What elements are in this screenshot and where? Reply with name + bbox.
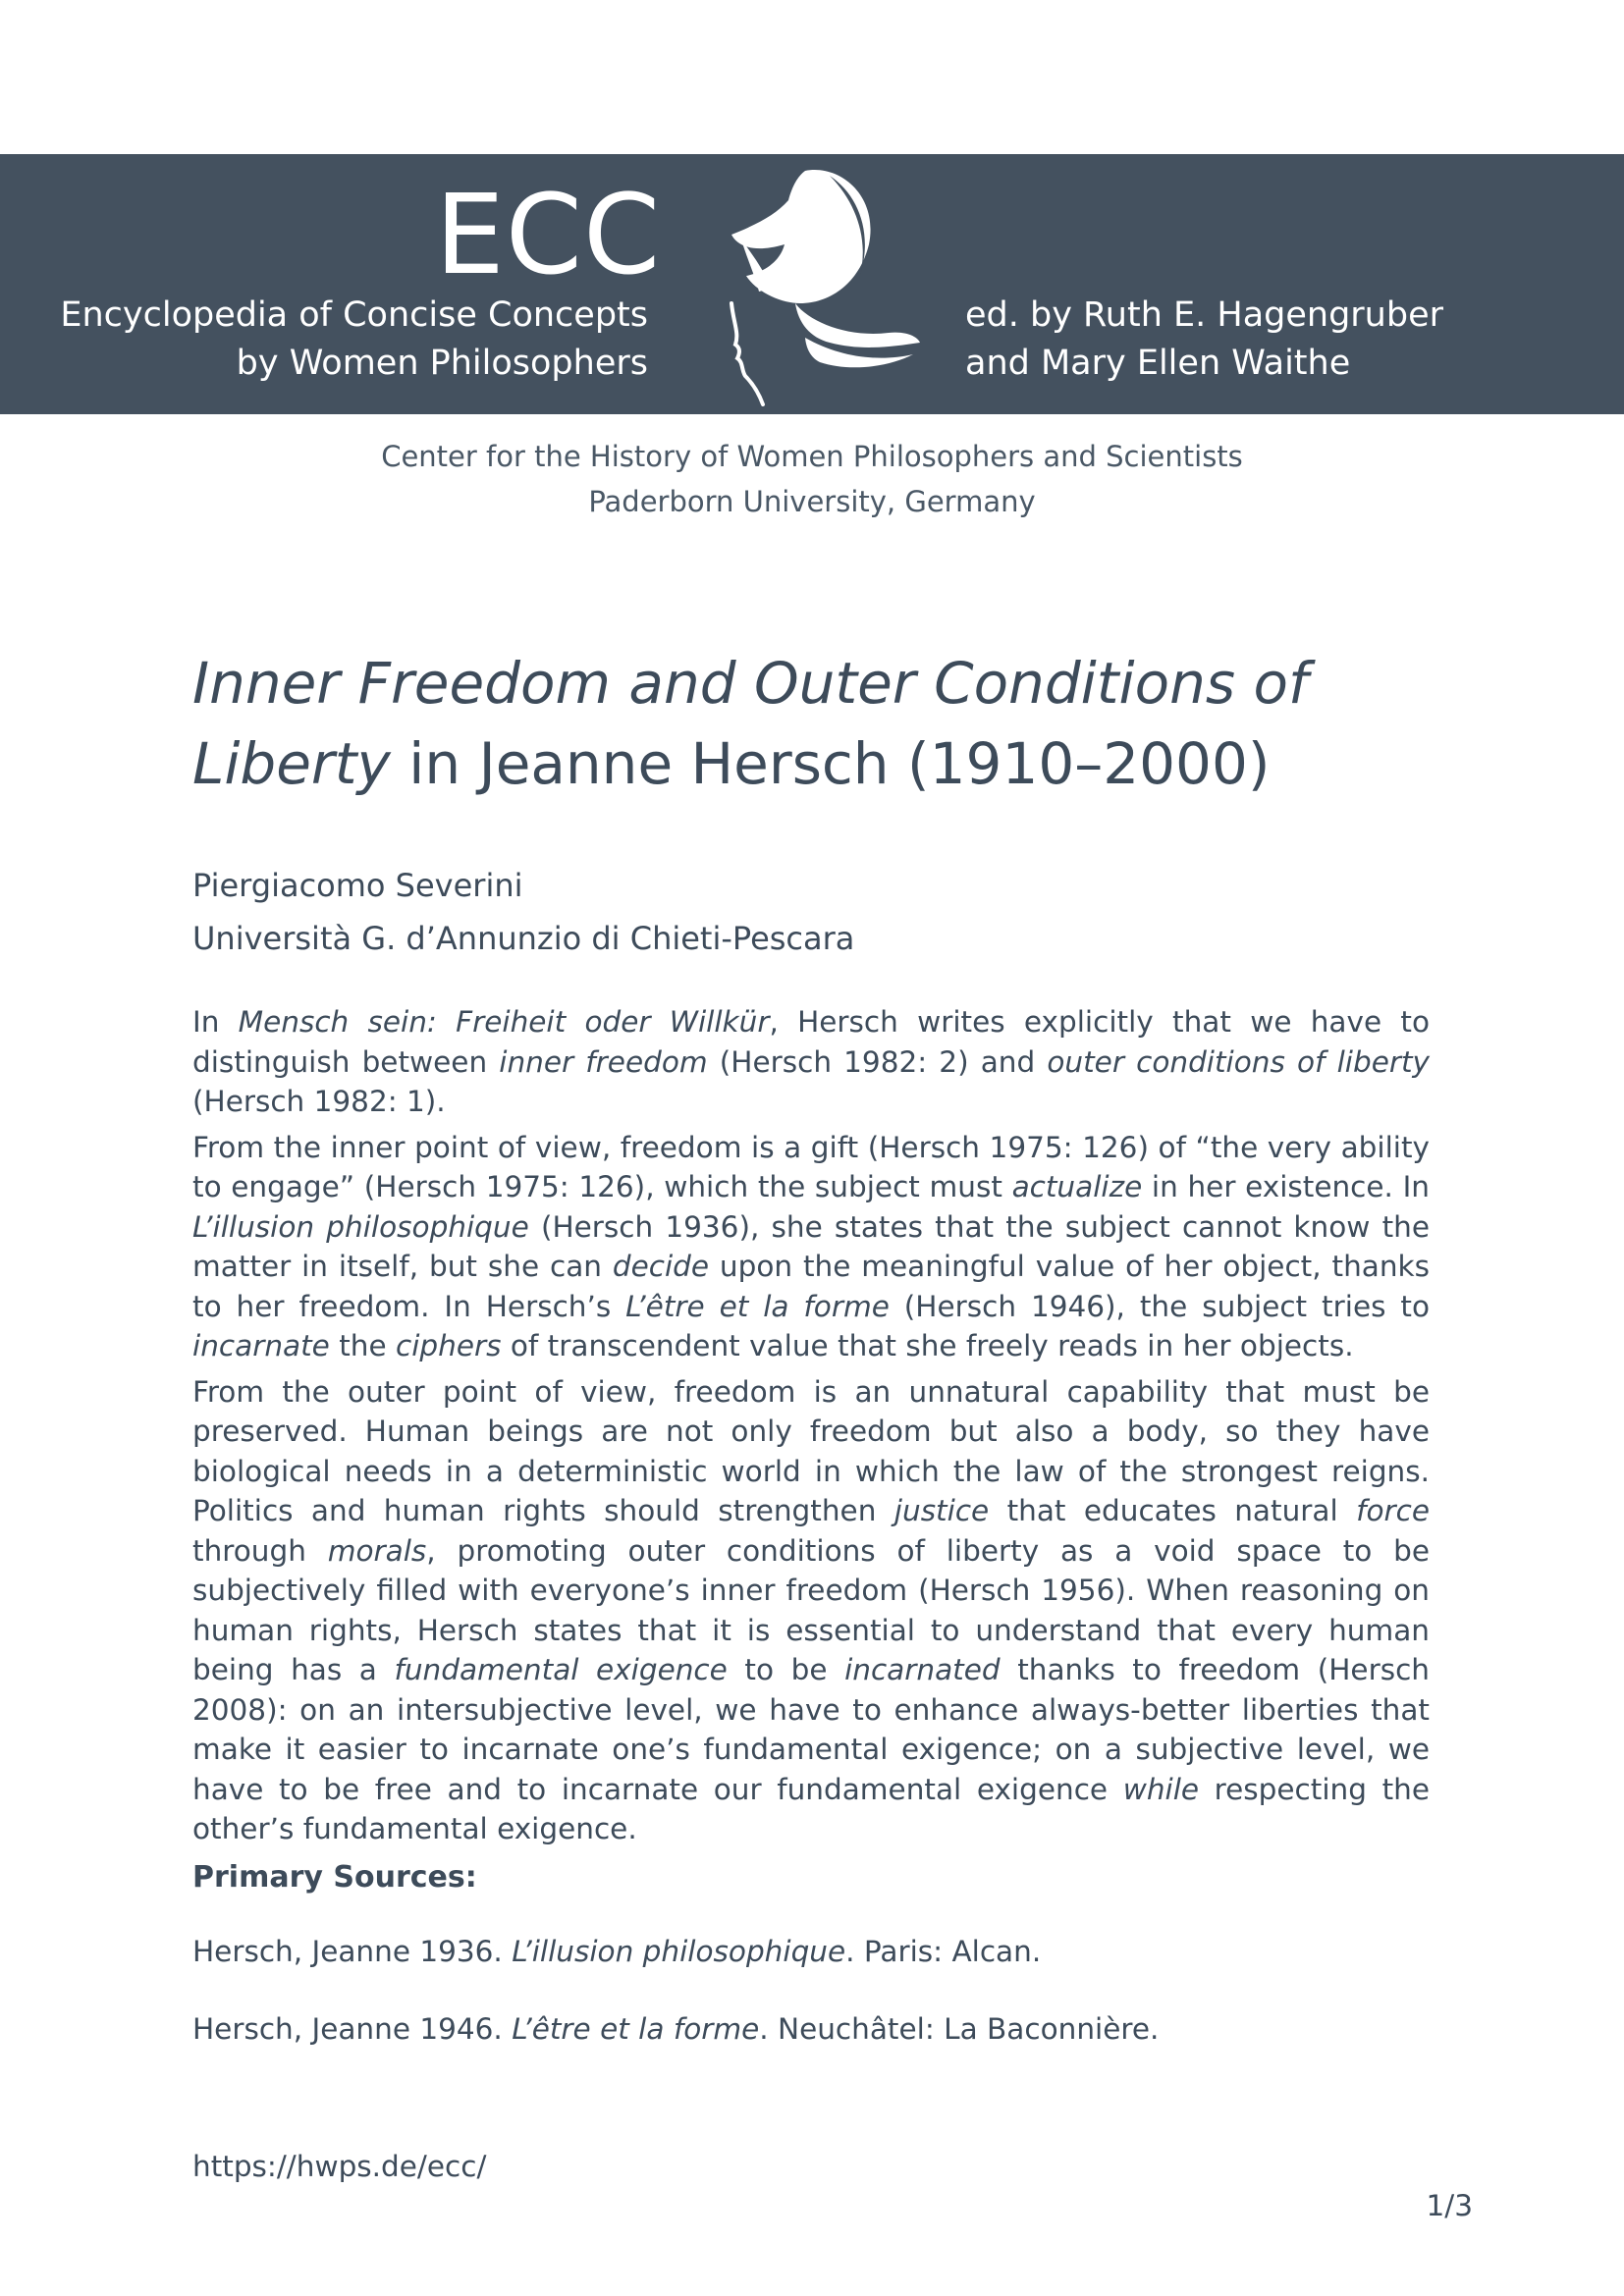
text-run: Hersch, Jeanne 1936. — [192, 1935, 513, 1968]
italic-run: incarnated — [844, 1653, 1001, 1686]
athena-helmet-icon — [712, 166, 923, 406]
text-run: the — [329, 1329, 396, 1362]
body-paragraph — [192, 1002, 1430, 1122]
text-run: . Neuchâtel: La Baconnière. — [759, 2012, 1160, 2046]
ecc-logo: ECC — [435, 172, 662, 299]
text-run: (Hersch 1936), she states that the subject cannot know the matter in itself, but she can — [192, 1209, 1430, 1283]
text-run: of transcendent value that she freely reads in her objects. — [501, 1329, 1354, 1362]
italic-run: actualize — [1011, 1170, 1143, 1203]
italic-run: force — [1356, 1494, 1431, 1527]
body-paragraph — [192, 1128, 1430, 1366]
italic-run: L’être et la forme — [512, 2012, 760, 2046]
text-run: , promoting outer conditions of liberty as a void space to be subjectively filled with everyone’s inner freedom (Hersch 1956). When reasoning on human rights, Hersch states that it is essential to understand that every human being has a — [192, 1533, 1430, 1686]
italic-run: Mensch sein: Freiheit oder Willkür — [238, 1005, 770, 1039]
italic-run: L’illusion philosophique — [512, 1935, 846, 1968]
text-run: respecting the other’s fundamental exigence. — [192, 1772, 1430, 1845]
editors-line2: and Mary Ellen Waithe — [965, 344, 1351, 383]
text-run: in her existence. In — [1142, 1170, 1430, 1203]
page-number: 1/3 — [1426, 2189, 1473, 2222]
reference-item — [192, 1932, 1041, 1971]
author-affiliation: Università G. d’Annunzio di Chieti-Pescara — [192, 920, 855, 957]
text-run: (Hersch 1982: 2) and — [707, 1044, 1048, 1079]
text-run: (Hersch 1946), the subject tries to — [889, 1289, 1430, 1323]
author-name: Piergiacomo Severini — [192, 867, 523, 904]
text-run: In — [192, 1005, 239, 1039]
italic-run: decide — [612, 1250, 710, 1283]
italic-run: justice — [893, 1494, 990, 1527]
text-run: From the outer point of view, freedom is an unnatural capability that must be preserved. Human beings are not only freedom but also a body, so they have biological needs in a deterministic world in which the law of the strongest reigns. Politics and human rights should strengthen — [192, 1374, 1430, 1527]
text-run: upon the meaningful value of her object, thanks to her freedom. In Hersch’s — [192, 1250, 1430, 1323]
text-run: (Hersch 1982: 1). — [192, 1085, 446, 1118]
text-run: that educates natural — [989, 1494, 1357, 1527]
series-title — [59, 292, 648, 388]
editors-line1: ed. by Ruth E. Hagengruber — [965, 295, 1444, 335]
series-title-line2: by Women Philosophers — [236, 344, 648, 383]
italic-run: morals — [327, 1533, 427, 1568]
editors — [965, 292, 1574, 388]
footer-url[interactable]: https://hwps.de/ecc/ — [192, 2150, 487, 2183]
italic-run: while — [1122, 1772, 1200, 1806]
text-run: through — [192, 1533, 328, 1568]
italic-run: L’être et la forme — [625, 1289, 890, 1323]
article-title — [192, 643, 1469, 804]
italic-run: fundamental exigence — [394, 1653, 728, 1686]
reference-item — [192, 2009, 1159, 2049]
text-run: From the inner point of view, freedom is a gift (Hersch 1975: 126) of “the very ability to engage” (Hersch 1975: 126), which the subject must — [192, 1130, 1430, 1203]
article-body — [192, 1002, 1430, 1855]
header-banner — [0, 154, 1624, 414]
title-italic: Inner Freedom and Outer Conditions of Liberty — [192, 650, 1309, 797]
text-run: Hersch, Jeanne 1946. — [192, 2012, 513, 2046]
body-paragraph — [192, 1372, 1430, 1849]
text-run: , Hersch writes explicitly that we have to distinguish between — [192, 1005, 1431, 1079]
series-title-line1: Encyclopedia of Concise Concepts — [60, 295, 648, 335]
institution-line1: Center for the History of Women Philosophers and Scientists — [381, 440, 1243, 473]
italic-run: outer conditions of liberty — [1047, 1044, 1430, 1079]
text-run: . Paris: Alcan. — [845, 1935, 1042, 1968]
italic-run: ciphers — [395, 1329, 502, 1362]
institution-line2: Paderborn University, Germany — [588, 485, 1036, 518]
italic-run: incarnate — [192, 1329, 330, 1362]
title-roman: in Jeanne Hersch (1910–2000) — [390, 730, 1271, 797]
italic-run: inner freedom — [499, 1044, 708, 1079]
text-run: thanks to freedom (Hersch 2008): on an intersubjective level, we have to enhance always-better liberties that make it easier to incarnate one’s fundamental exigence; on a subjective level, we have to be free and to incarnate our fundamental exigence — [192, 1653, 1430, 1806]
primary-sources-heading: Primary Sources: — [192, 1860, 477, 1895]
italic-run: L’illusion philosophique — [192, 1209, 529, 1244]
text-run: to be — [727, 1653, 845, 1686]
